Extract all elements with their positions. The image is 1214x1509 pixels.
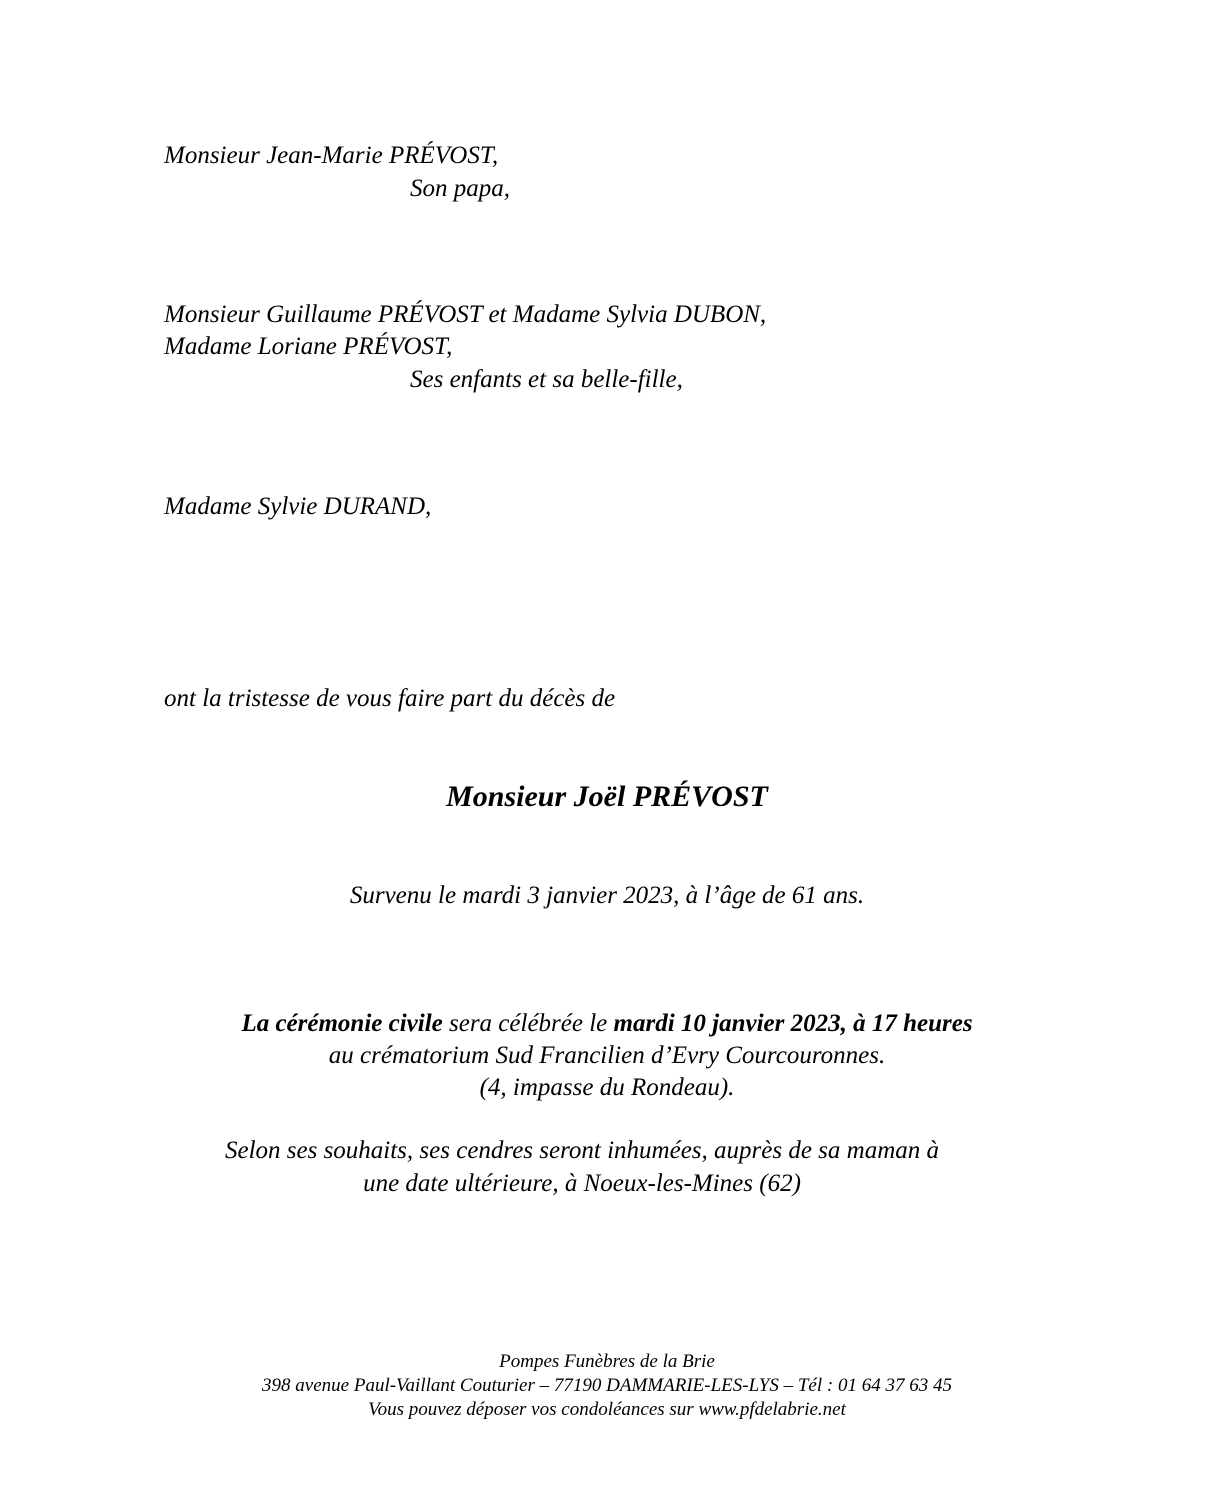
wishes-line-2: une date ultérieure, à Noeux-les-Mines (62) [363,1170,801,1197]
wishes-line-1: Selon ses souhaits, ses cendres seront inhumées, auprès de sa maman à [224,1137,940,1164]
footer-condolences: Vous pouvez déposer vos condoléances sur www.pfdelabrie.net [368,1399,846,1420]
ceremony-datetime: mardi 10 janvier 2023, à 17 heures [613,1010,973,1037]
ceremony-line [0,1008,1214,1040]
footer-company: Pompes Funèbres de la Brie [499,1351,715,1372]
father-relation: Son papa, [410,175,510,202]
ceremony-type: La cérémonie civile [241,1010,443,1037]
children-relation: Ses enfants et sa belle-fille, [410,366,683,393]
deceased-name: Monsieur Joël PRÉVOST [446,780,768,813]
ceremony-address: (4, impasse du Rondeau). [479,1074,735,1101]
other-family-name: Madame Sylvie DURAND, [164,493,432,520]
announcement-intro: ont la tristesse de vous faire part du décès de [164,685,616,712]
children-line-1: Monsieur Guillaume PRÉVOST et Madame Sylvia DUBON, [164,301,767,328]
footer-address: 398 avenue Paul-Vaillant Couturier – 77190 DAMMARIE-LES-LYS – Tél : 01 64 37 63 45 [262,1375,952,1396]
children-line-2: Madame Loriane PRÉVOST, [164,333,453,360]
date-and-age: Survenu le mardi 3 janvier 2023, à l’âge de 61 ans. [349,882,865,909]
ceremony-verb: sera célébrée le [442,1010,614,1037]
ceremony-location: au crématorium Sud Francilien d’Evry Courcouronnes. [328,1042,886,1069]
father-name: Monsieur Jean-Marie PRÉVOST, [164,142,499,169]
